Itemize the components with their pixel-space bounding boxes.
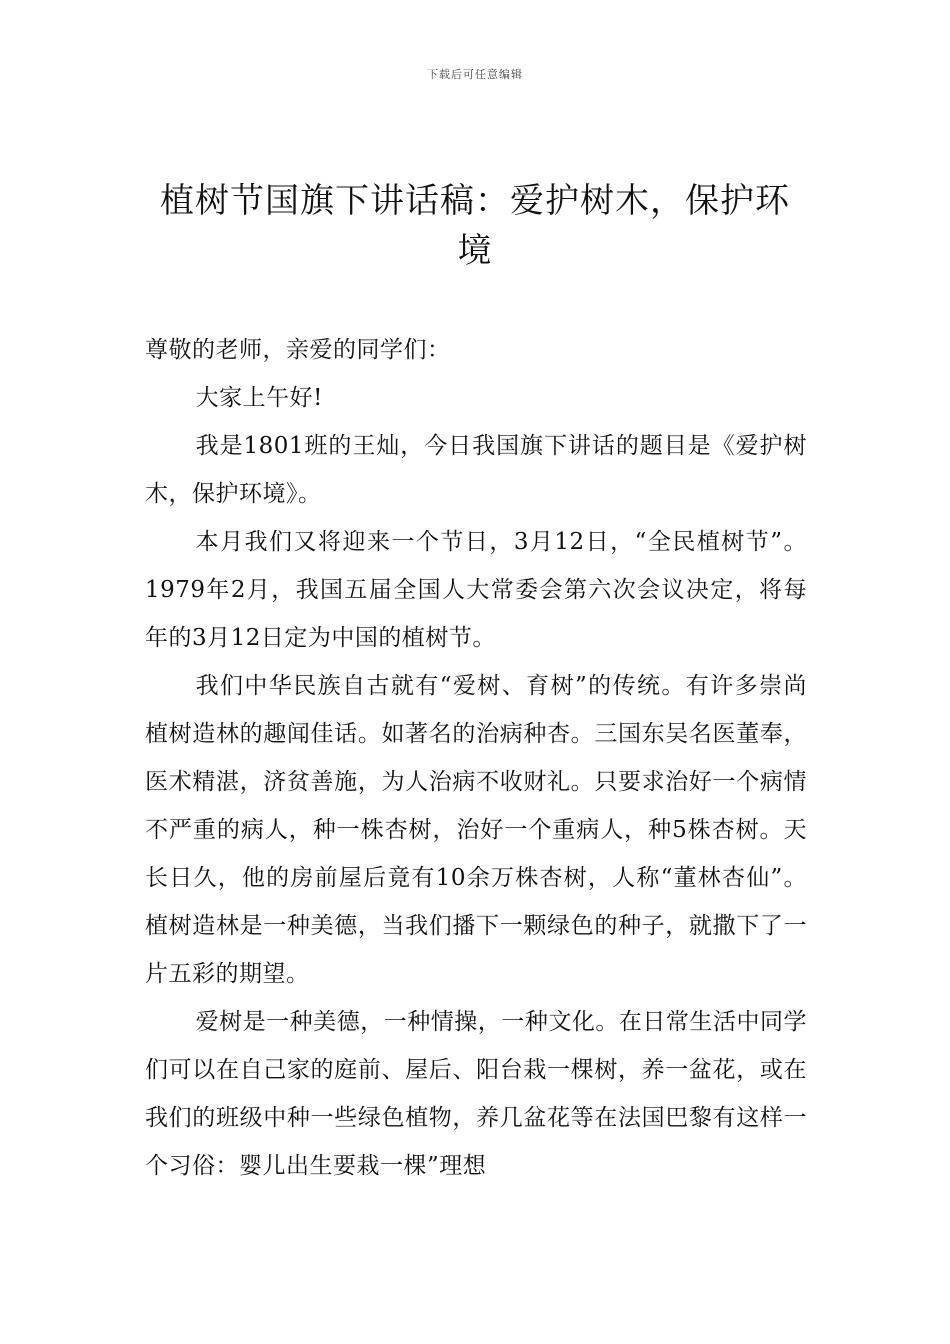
document-title: 植树节国旗下讲话稿：爱护树木，保护环境: [160, 181, 790, 271]
intro-paragraph: 我是1801班的王灿，今日我国旗下讲话的题目是《爱护树木，保护环境》。: [145, 433, 807, 507]
love-trees-paragraph: 爱树是一种美德，一种情操，一种文化。在日常生活中同学们可以在自己家的庭前、屋后、阳台栽一棵树，养一盆花，或在我们的班级中种一些绿色植物，养几盆花等在法国巴黎有这样一个习俗：婴儿出生要栽一棵”理想: [145, 1009, 807, 1179]
document-body: [145, 326, 807, 1190]
greeting-paragraph: 大家上午好!: [195, 385, 323, 411]
tradition-paragraph: 我们中华民族自古就有“爱树、育树”的传统。有许多崇尚植树造林的趣闻佳话。如著名的治病种杏。三国东吴名医董奉，医术精湛，济贫善施，为人治病不收财礼。只要求治好一个病情不严重的病人，种一株杏树，治好一个重病人，种5株杏树。天长日久，他的房前屋后竟有10余万株杏树，人称“董林杏仙”。植树造林是一种美德，当我们播下一颗绿色的种子，就撒下了一片五彩的期望。: [145, 673, 807, 987]
arbor-day-paragraph: 本月我们又将迎来一个节日，3月12日，“全民植树节”。1979年2月，我国五届全国人大常委会第六次会议决定，将每年的3月12日定为中国的植树节。: [145, 529, 807, 651]
salutation-paragraph: 尊敬的老师，亲爱的同学们：: [145, 337, 451, 363]
page-header-note: 下载后可任意编辑: [427, 68, 523, 81]
